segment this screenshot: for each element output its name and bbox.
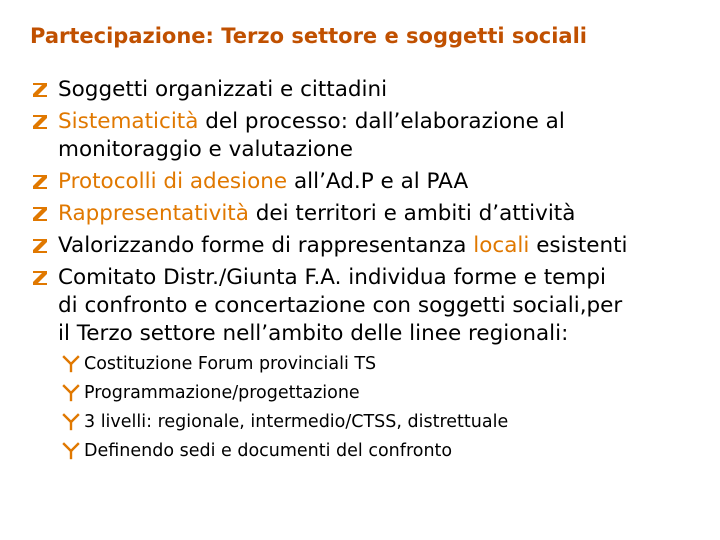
bullet-item-valorizzando xyxy=(30,232,710,260)
y-bullet-icon xyxy=(62,442,80,460)
bullet-highlight: Sistematicità xyxy=(58,109,199,134)
sub-bullet-item xyxy=(62,410,710,434)
y-bullet-icon xyxy=(62,384,80,402)
sub-bullet-text: Programmazione/progettazione xyxy=(84,383,360,403)
bullet-text: Comitato Distr./Giunta F.A. individua forme e tempi xyxy=(58,265,606,290)
bullet-text-continuation: il Terzo settore nell’ambito delle linee regionali: xyxy=(58,321,569,346)
z-bullet-icon xyxy=(30,236,50,256)
bullet-item-comitato xyxy=(30,264,710,463)
bullet-text: dei territori e ambiti d’attività xyxy=(248,201,576,226)
y-bullet-icon xyxy=(62,355,80,373)
z-bullet-icon xyxy=(30,80,50,100)
sub-bullet-text: Costituzione Forum provinciali TS xyxy=(84,354,377,374)
bullet-text: Soggetti organizzati e cittadini xyxy=(58,77,388,102)
bullet-text: del processo: dall’elaborazione al xyxy=(198,109,565,134)
sub-bullet-item xyxy=(62,352,710,376)
z-bullet-icon xyxy=(30,268,50,288)
bullet-item-soggetti xyxy=(30,76,710,104)
sub-bullet-item xyxy=(62,381,710,405)
y-bullet-icon xyxy=(62,413,80,431)
bullet-text-continuation: monitoraggio e valutazione xyxy=(58,137,353,162)
sub-bullet-list xyxy=(58,352,710,463)
bullet-highlight: locali xyxy=(473,233,530,258)
bullet-text-after: esistenti xyxy=(529,233,628,258)
bullet-item-protocolli xyxy=(30,168,710,196)
sub-bullet-item xyxy=(62,439,710,463)
z-bullet-icon xyxy=(30,172,50,192)
slide-title: Partecipazione: Terzo settore e soggetti sociali xyxy=(30,24,588,48)
bullet-text: all’Ad.P e al PAA xyxy=(287,169,469,194)
z-bullet-icon xyxy=(30,204,50,224)
bullet-list xyxy=(30,76,710,468)
sub-bullet-text: 3 livelli: regionale, intermedio/CTSS, distrettuale xyxy=(84,412,509,432)
bullet-highlight: Rappresentatività xyxy=(58,201,249,226)
sub-bullet-text: Definendo sedi e documenti del confronto xyxy=(84,441,453,461)
bullet-highlight: Protocolli di adesione xyxy=(58,169,288,194)
bullet-item-rappresentativita xyxy=(30,200,710,228)
bullet-item-sistematicita xyxy=(30,108,710,164)
bullet-text: Valorizzando forme di rappresentanza xyxy=(58,233,474,258)
z-bullet-icon xyxy=(30,112,50,132)
bullet-text-continuation: di confronto e concertazione con soggetti sociali,per xyxy=(58,293,623,318)
